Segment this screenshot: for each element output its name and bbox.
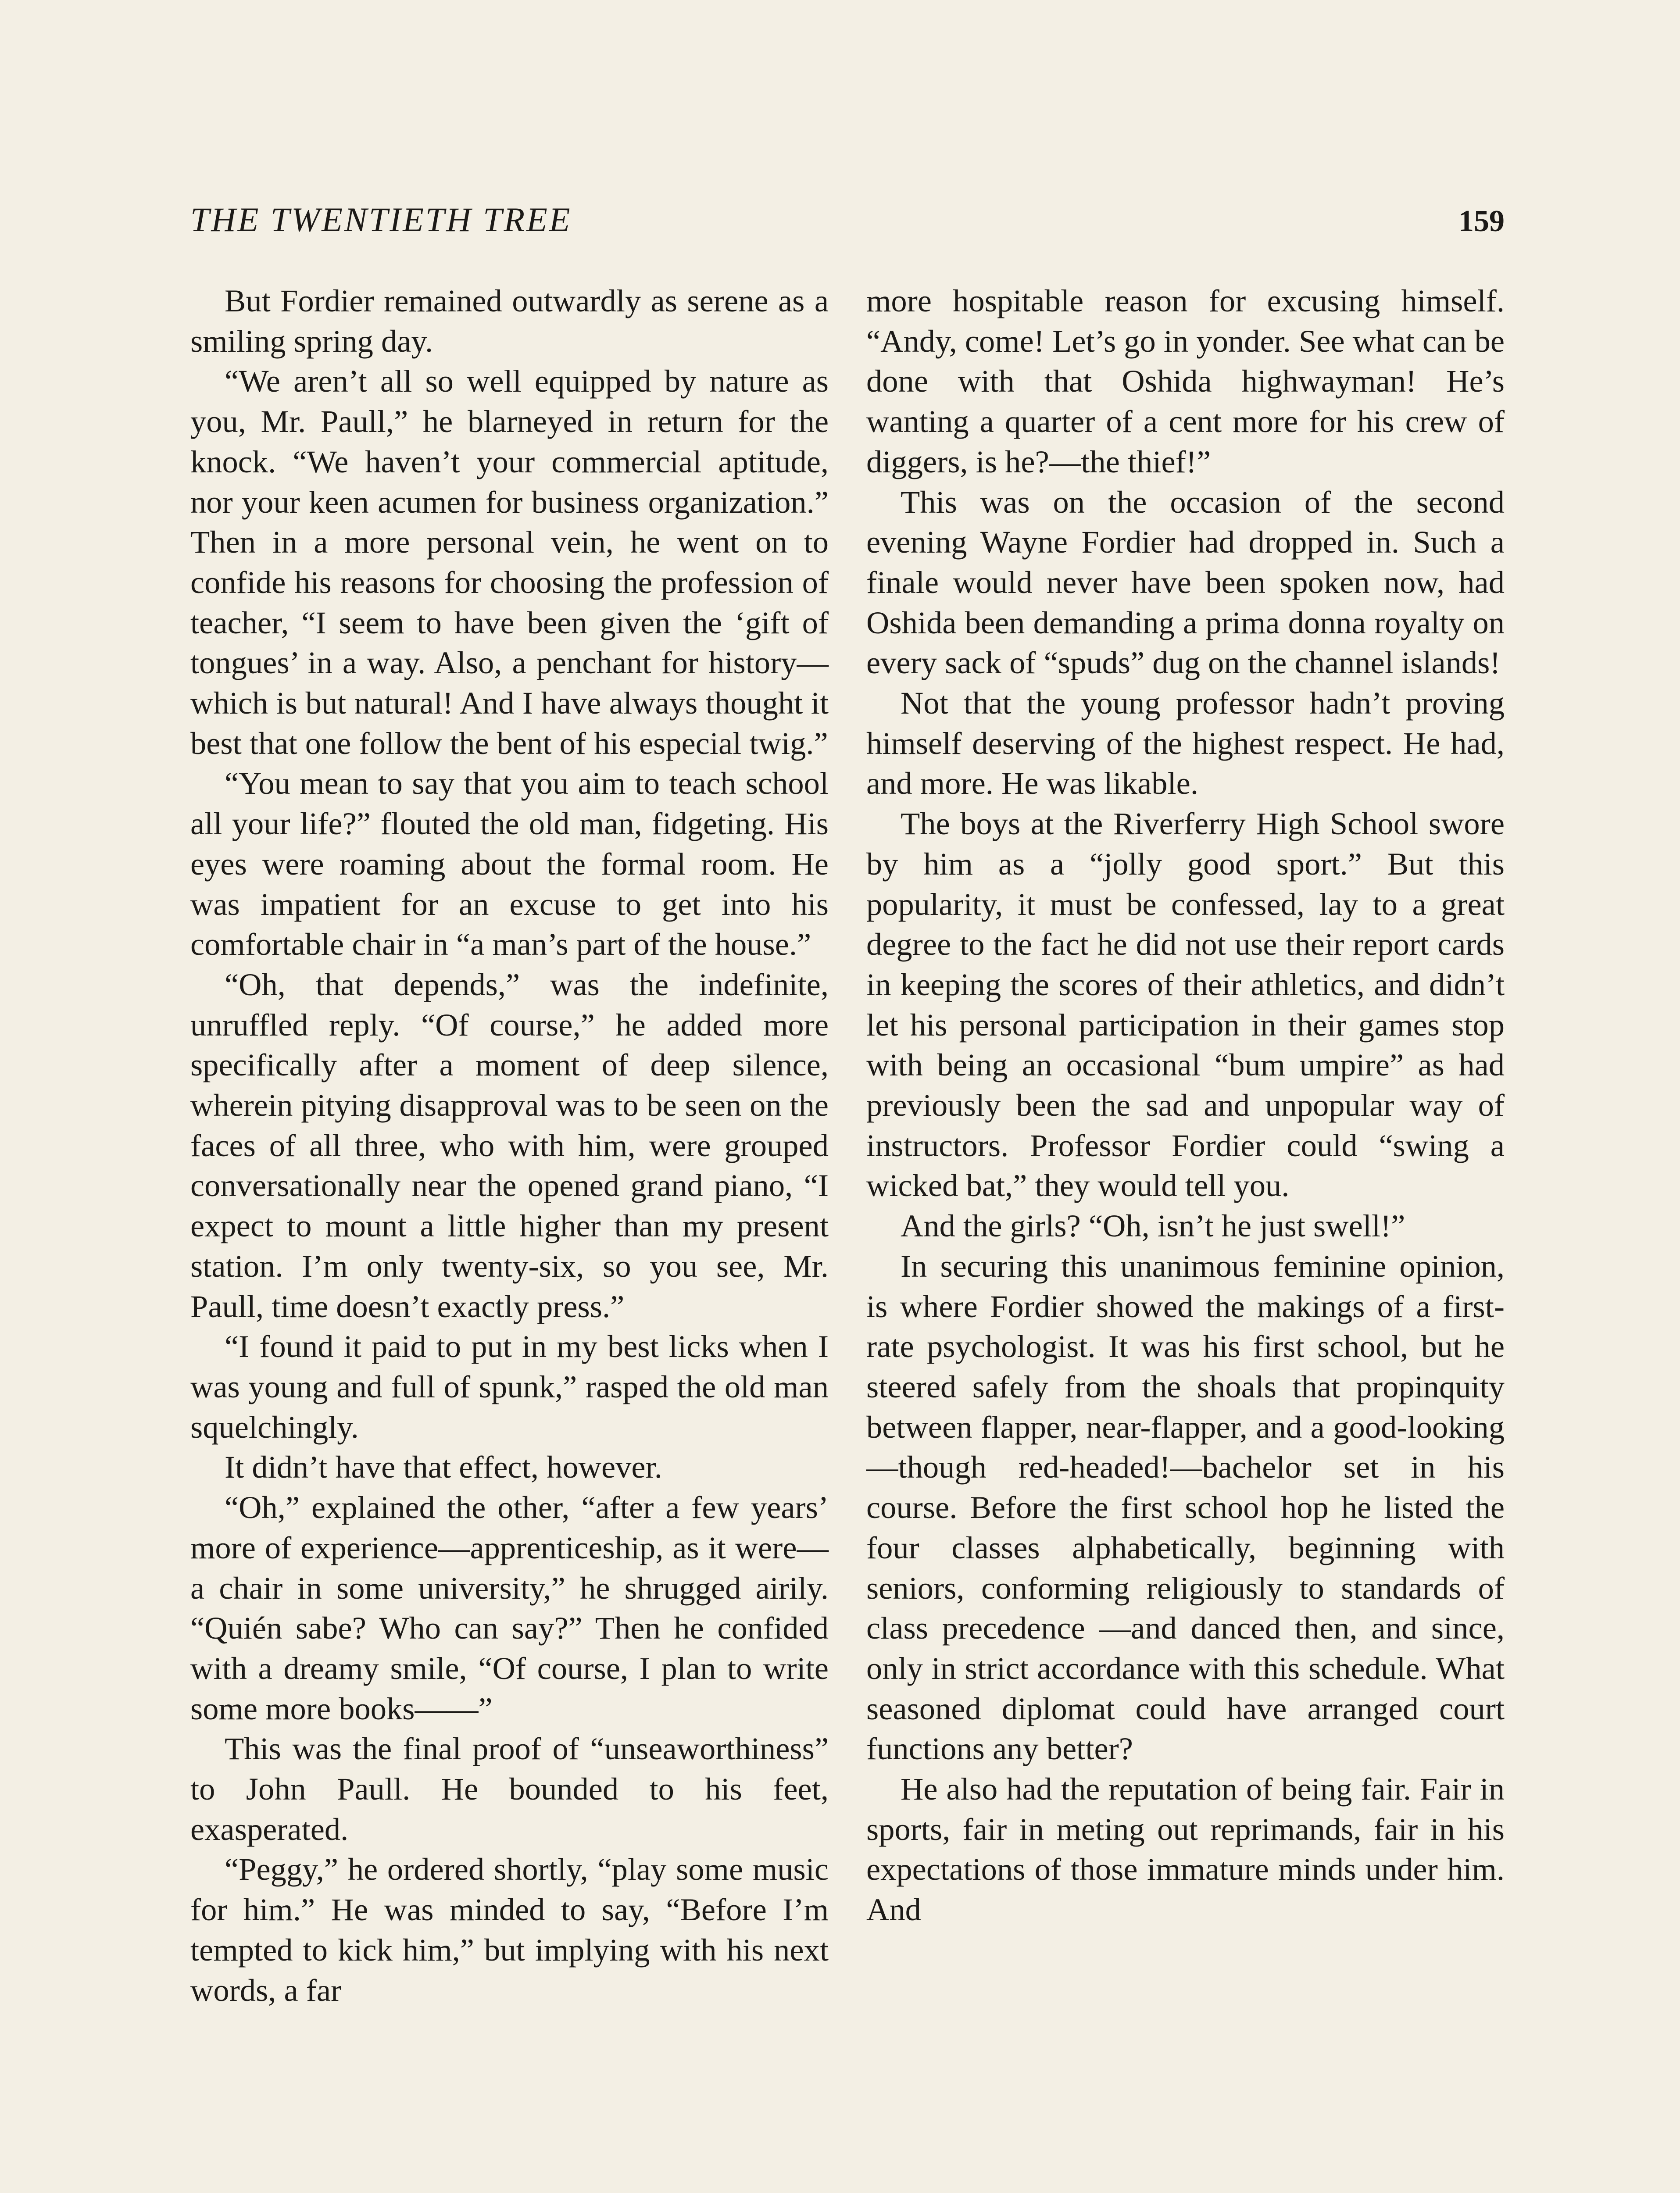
paragraph: And the girls? “Oh, isn’t he just swell!” bbox=[901, 1208, 1405, 1244]
paragraph: In securing this unanimous feminine opinion, is where Fordier showed the makings of a first-rate psychologist. It was his first school, but he steered safely from the shoals that propinquity between flapper, near-flapper, and a good-looking —though red-headed!—bachelor set in his course. Before the first school hop he listed the four classes alphabetically, beginning with seniors, conforming religiously to standards of class precedence —and danced then, and since, only in strict accordance with this schedule. What seasoned diplomat could have arranged court functions any better? bbox=[866, 1248, 1505, 1767]
paragraph: “We aren’t all so well equipped by nature as you, Mr. Paull,” he blarneyed in return for the knock. “We haven’t your commercial aptitude, nor your keen acumen for business organization.” Then in a more personal vein, he went on to confide his reasons for choosing the profession of teacher, “I seem to have been given the ‘gift of tongues’ in a way. Also, a penchant for history—which is but natural! And I have always thought it best that one follow the bent of his especial twig.” bbox=[190, 363, 829, 761]
right-column bbox=[866, 281, 1505, 1930]
paragraph: It didn’t have that effect, however. bbox=[225, 1449, 662, 1485]
paragraph: “Oh, that depends,” was the indefinite, unruffled reply. “Of course,” he added more specifically after a moment of deep silence, wherein pitying disapproval was to be seen on the faces of all three, who with him, were grouped conversationally near the opened grand piano, “I expect to mount a little higher than my present station. I’m only twenty-six, so you see, Mr. Paull, time doesn’t exactly press.” bbox=[190, 966, 829, 1324]
running-title: THE TWENTIETH TREE bbox=[190, 200, 572, 239]
paragraph: He also had the reputation of being fair. Fair in sports, fair in meting out reprimands, fair in his expectations of those immature minds under him. And bbox=[866, 1771, 1505, 1928]
paragraph: “You mean to say that you aim to teach school all your life?” flouted the old man, fidgeting. His eyes were roaming about the formal room. He was impatient for an excuse to get into his comfortable chair in “a man’s part of the house.” bbox=[190, 765, 829, 962]
left-column bbox=[190, 281, 829, 2010]
paragraph: The boys at the Riverferry High School swore by him as a “jolly good sport.” But this popularity, it must be confessed, lay to a great degree to the fact he did not use their report cards in keeping the scores of their athletics, and didn’t let his personal participation in their games stop with being an occasional “bum umpire” as had previously been the sad and unpopular way of instructors. Professor Fordier could “swing a wicked bat,” they would tell you. bbox=[866, 806, 1505, 1204]
page-header bbox=[190, 200, 1505, 239]
paragraph-continuation: more hospitable reason for excusing himself. “Andy, come! Let’s go in yonder. See what can be done with that Oshida highwayman! He’s wanting a quarter of a cent more for his crew of diggers, is he?—the thief!” bbox=[866, 283, 1505, 479]
page-number: 159 bbox=[1458, 204, 1505, 238]
paragraph: “Oh,” explained the other, “after a few years’ more of experience—apprenticeship, as it were—a chair in some university,” he shrugged airily. “Quién sabe? Who can say?” Then he confided with a dreamy smile, “Of course, I plan to write some more books——” bbox=[190, 1489, 829, 1726]
paragraph: “I found it paid to put in my best licks when I was young and full of spunk,” rasped the old man squelchingly. bbox=[190, 1329, 829, 1445]
paragraph: Not that the young professor hadn’t proving himself deserving of the highest respect. He had, and more. He was likable. bbox=[866, 685, 1505, 801]
paragraph: This was on the occasion of the second evening Wayne Fordier had dropped in. Such a finale would never have been spoken now, had Oshida been demanding a prima donna royalty on every sack of “spuds” dug on the channel islands! bbox=[866, 484, 1505, 681]
paragraph: “Peggy,” he ordered shortly, “play some music for him.” He was minded to say, “Before I’m tempted to kick him,” but implying with his next words, a far bbox=[190, 1851, 829, 2008]
paragraph: But Fordier remained outwardly as serene as a smiling spring day. bbox=[190, 283, 829, 359]
paragraph: This was the final proof of “unseaworthiness” to John Paull. He bounded to his feet, exasperated. bbox=[190, 1731, 829, 1847]
